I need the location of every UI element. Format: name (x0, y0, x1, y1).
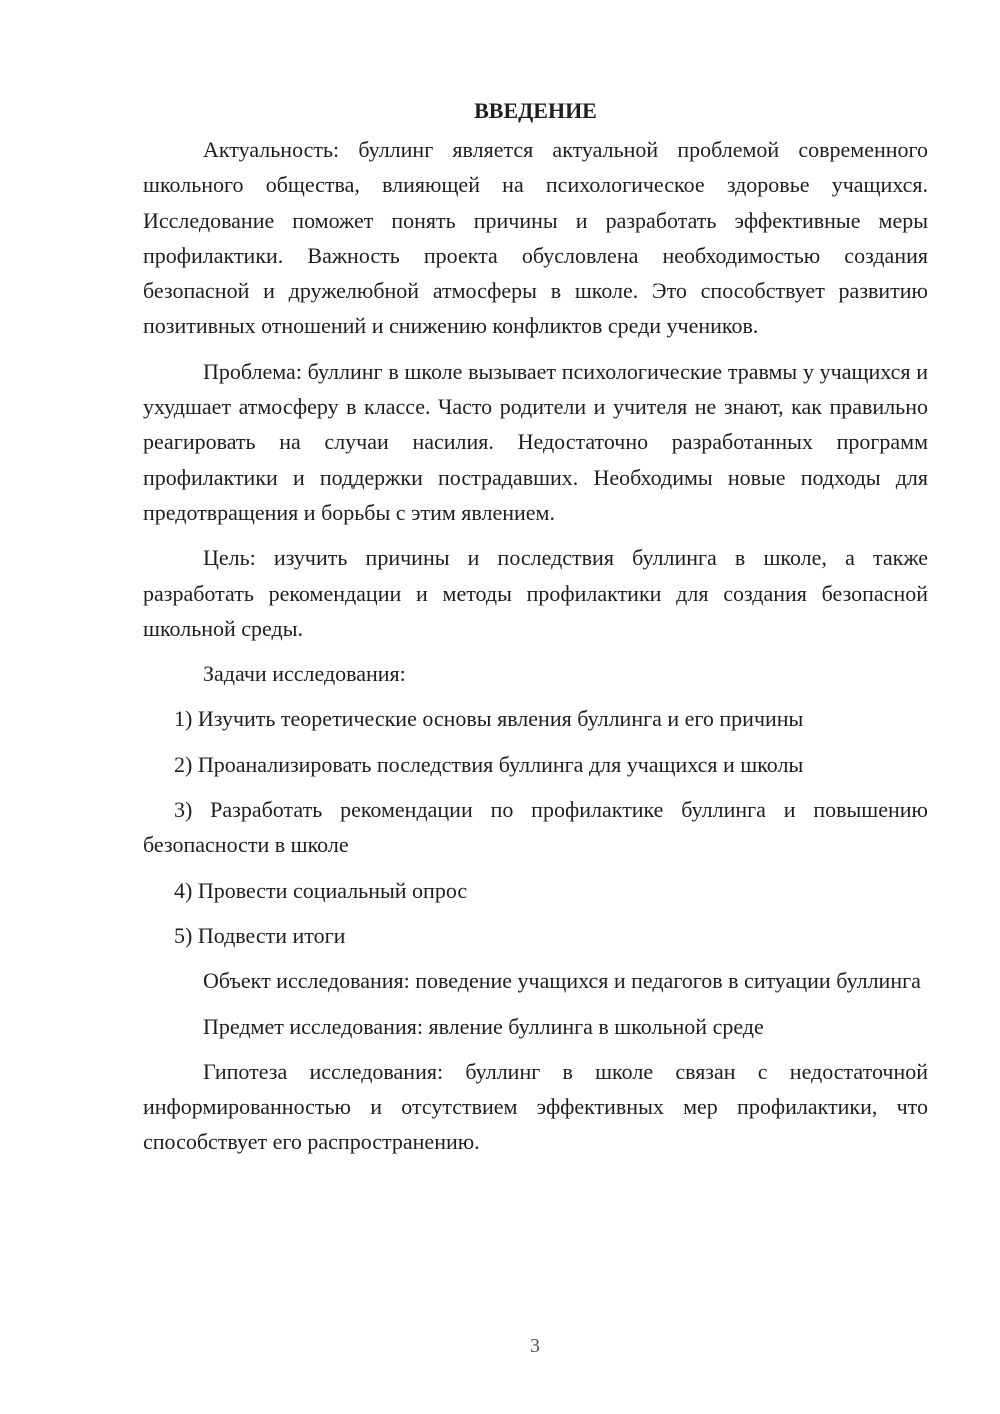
object-paragraph: Объект исследования: поведение учащихся и педагогов в ситуации буллинга (203, 968, 921, 994)
task-item-5: 5) Подвести итоги (174, 922, 346, 948)
tasks-list (143, 701, 928, 953)
tasks-heading: Задачи исследования: (203, 661, 406, 687)
relevance-paragraph: Актуальность: буллинг является актуальной проблемой современного школьного общества, влияющей на психологическое здоровье учащихся. Исследование поможет понять причины и разработать эффективные меры профилактики. Важность проекта обусловлена необходимостью создания безопасной и дружелюбной атмосферы в школе. Это способствует развитию позитивных отношений и снижению конфликтов среди учеников. (143, 137, 928, 339)
task-item-4: 4) Провести социальный опрос (174, 877, 468, 903)
section-title: ВВЕДЕНИЕ (474, 98, 597, 123)
task-item-2: 2) Проанализировать последствия буллинга для учащихся и школы (174, 751, 804, 777)
page-content (143, 93, 928, 1170)
page-number: 3 (530, 1335, 540, 1357)
problem-paragraph: Проблема: буллинг в школе вызывает психологические травмы у учащихся и ухудшает атмосферу в классе. Часто родители и учителя не знают, как правильно реагировать на случаи насилия. Недостаточно разработанных программ профилактики и поддержки пострадавших. Необходимы новые подходы для предотвращения и борьбы с этим явлением. (143, 358, 928, 525)
task-item-3: 3) Разработать рекомендации по профилактике буллинга и повышению безопасности в школе (143, 797, 928, 858)
hypothesis-paragraph: Гипотеза исследования: буллинг в школе связан с недостаточной информированностью и отсутствием эффективных мер профилактики, что способствует его распространению. (143, 1058, 928, 1155)
subject-paragraph: Предмет исследования: явление буллинга в школьной среде (203, 1013, 764, 1039)
task-item-1: 1) Изучить теоретические основы явления буллинга и его причины (174, 706, 804, 732)
goal-paragraph: Цель: изучить причины и последствия буллинга в школе, а также разработать рекомендации и методы профилактики для создания безопасной школьной среды. (143, 545, 928, 641)
